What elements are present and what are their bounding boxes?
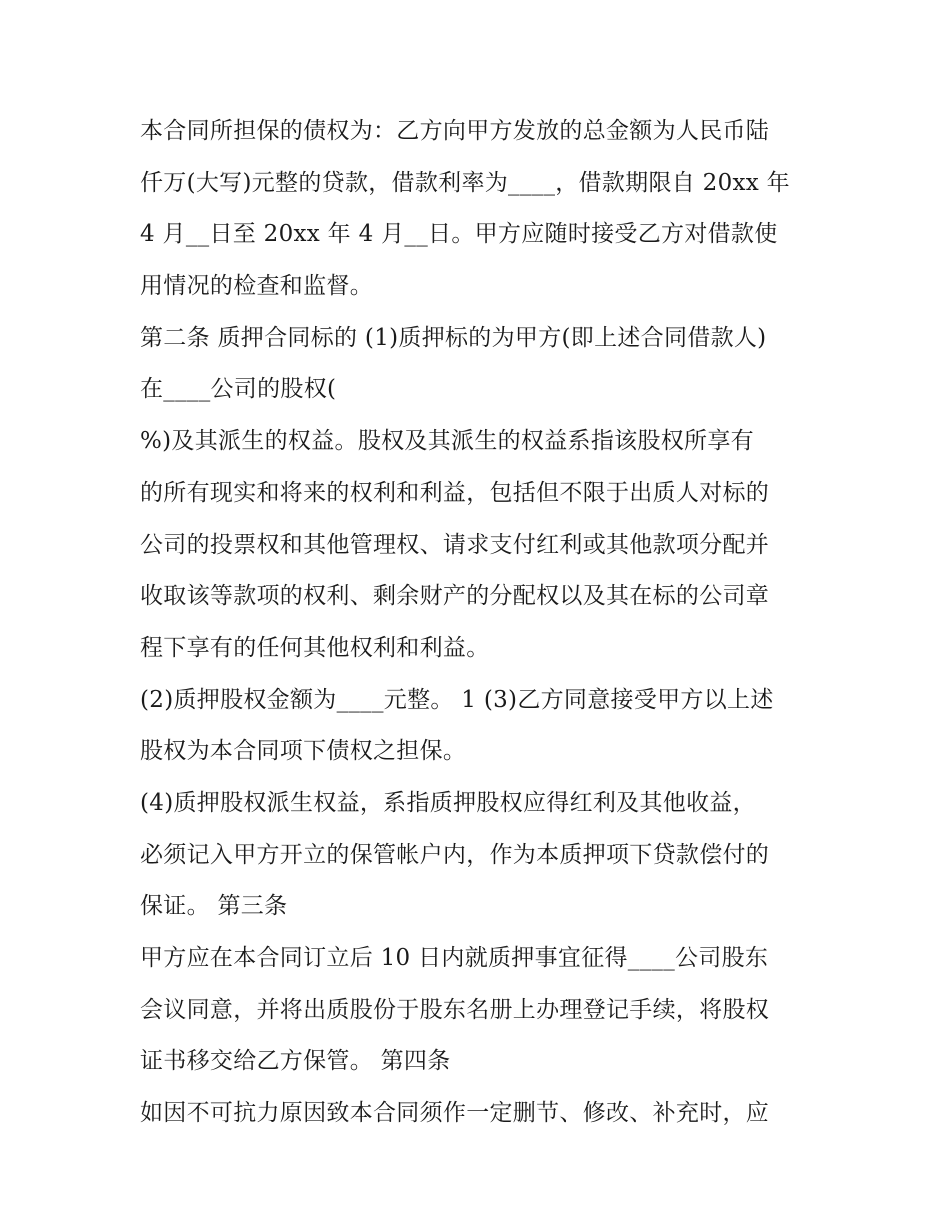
text-line: 公司的投票权和其他管理权、请求支付红利或其他款项分配并 bbox=[140, 531, 770, 558]
clause-line: (4)质押股权派生权益，系指质押股权应得红利及其他收益， bbox=[140, 789, 756, 816]
text-line: 4 月__日至 20xx 年 4 月__日。甲方应随时接受乙方对借款使 bbox=[140, 221, 778, 248]
text-line: %)及其派生的权益。股权及其派生的权益系指该股权所享有 bbox=[140, 428, 754, 455]
contract-body-text bbox=[140, 106, 830, 1140]
text-line: 用情况的检查和监督。 bbox=[140, 273, 373, 300]
text-line: 必须记入甲方开立的保管帐户内，作为本质押项下贷款偿付的 bbox=[140, 841, 770, 868]
text-line: 股权为本合同项下债权之担保。 bbox=[140, 738, 467, 765]
article-two-line: 第二条 质押合同标的 (1)质押标的为甲方(即上述合同借款人) bbox=[140, 324, 767, 351]
text-line: 会议同意，并将出质股份于股东名册上办理登记手续，将股权 bbox=[140, 996, 770, 1023]
text-line: 程下享有的任何其他权利和利益。 bbox=[140, 634, 490, 661]
text-line: 如因不可抗力原因致本合同须作一定删节、修改、补充时，应 bbox=[140, 1100, 770, 1127]
text-line: 本合同所担保的债权为：乙方向甲方发放的总金额为人民币陆 bbox=[140, 118, 770, 144]
article-four-line: 证书移交给乙方保管。 第四条 bbox=[140, 1048, 451, 1075]
text-line: 甲方应在本合同订立后 10 日内就质押事宜征得____公司股东 bbox=[140, 945, 769, 971]
text-line: 仟万(大写)元整的贷款，借款利率为____，借款期限自 20xx 年 bbox=[140, 169, 790, 196]
text-line: 的所有现实和将来的权利和利益，包括但不限于出质人对标的 bbox=[140, 479, 770, 506]
article-three-line: 保证。 第三条 bbox=[140, 893, 288, 920]
text-line: 在____公司的股权( bbox=[140, 376, 337, 403]
text-line: 收取该等款项的权利、剩余财产的分配权以及其在标的公司章 bbox=[140, 583, 770, 610]
clause-line: (2)质押股权金额为____元整。 1 (3)乙方同意接受甲方以上述 bbox=[140, 686, 774, 713]
